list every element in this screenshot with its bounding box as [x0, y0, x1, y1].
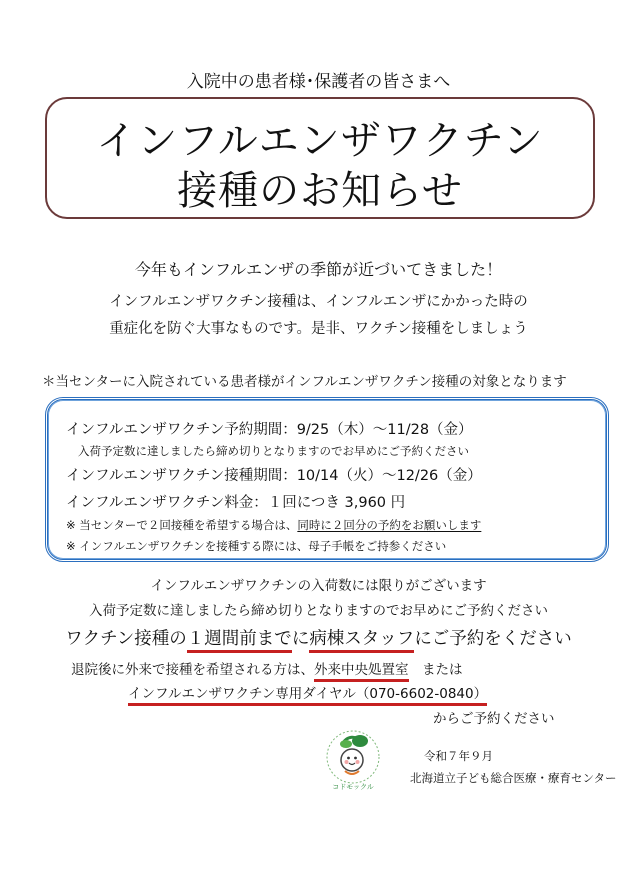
- info-box: [45, 397, 609, 562]
- outpatient-line: [71, 658, 463, 678]
- title-line-2: 接種のお知らせ: [177, 168, 463, 214]
- logo-text: コドモックル: [332, 783, 374, 791]
- vaccine-fee: インフルエンザワクチン料金：１回につき 3,960 円: [66, 495, 406, 511]
- audience-line: 入院中の患者様･保護者の皆さまへ: [186, 72, 451, 92]
- two-dose-note: [66, 517, 481, 533]
- reserve-staff-emphasis: 病棟スタッフ: [309, 629, 414, 653]
- reserve-deadline-emphasis: １週間前まで: [187, 629, 292, 653]
- outpatient-room-emphasis: 外来中央処置室: [314, 662, 409, 682]
- outpatient-text-3: または: [408, 662, 463, 678]
- reserve-text-5: にご予約をください: [414, 629, 572, 649]
- reservation-instruction: [0, 625, 637, 650]
- deadline-note: 入荷予定数に達しましたら締め切りとなりますのでお早めにご予約ください: [89, 603, 548, 619]
- center-logo-icon: [322, 727, 384, 793]
- intro-body-line-2: 重症化を防ぐ大事なものです。是非、ワクチン接種をしましょう: [109, 321, 528, 337]
- dedicated-dial: インフルエンザワクチン専用ダイヤル（070-6602-0840）: [128, 686, 487, 706]
- reservation-period: インフルエンザワクチン予約期間：9/25（木）～11/28（金）: [66, 422, 473, 438]
- two-dose-note-underlined: 同時に２回分の予約をお願いします: [297, 518, 482, 532]
- reserve-text-3: に: [291, 629, 310, 649]
- target-note: ＊当センターに入院されている患者様がインフルエンザワクチン接種の対象となります: [42, 374, 567, 390]
- intro-headline: 今年もインフルエンザの季節が近づいてきました！: [134, 260, 503, 279]
- reservation-note: 入荷予定数に達しましたら締め切りとなりますのでお早めにご予約ください: [78, 444, 469, 458]
- limited-stock-note: インフルエンザワクチンの入荷数には限りがございます: [150, 578, 487, 594]
- outpatient-text-1: 退院後に外来で接種を希望される方は、: [71, 662, 314, 678]
- organization-name: 北海道立子ども総合医療・療育センター: [410, 771, 617, 785]
- reservation-tail: からご予約ください: [433, 711, 555, 727]
- title-line-1: インフルエンザワクチン: [96, 118, 544, 164]
- dial-line: [128, 682, 487, 702]
- reserve-text-1: ワクチン接種の: [65, 629, 187, 649]
- issue-date: 令和７年９月: [424, 749, 493, 763]
- mother-child-book-note: ※ インフルエンザワクチンを接種する際には、母子手帳をご持参ください: [66, 539, 447, 553]
- vaccination-period: インフルエンザワクチン接種期間：10/14（火）～12/26（金）: [66, 468, 482, 484]
- two-dose-note-prefix: ※ 当センターで２回接種を希望する場合は、: [66, 518, 298, 532]
- intro-body-line-1: インフルエンザワクチン接種は、インフルエンザにかかった時の: [109, 294, 528, 310]
- title-box: [45, 97, 595, 219]
